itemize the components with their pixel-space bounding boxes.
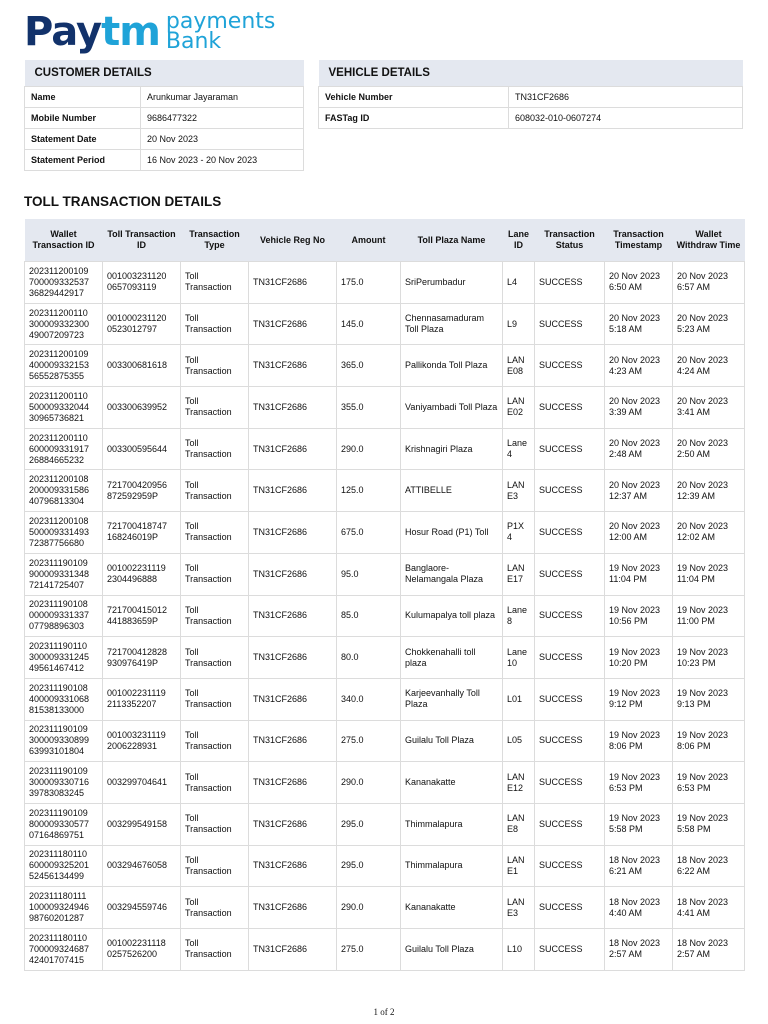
paytm-wordmark: Paytm — [24, 9, 160, 55]
lane-id: LAN E02 — [503, 387, 535, 429]
lane-id: L10 — [503, 929, 535, 971]
paytm-payments-bank-logo — [24, 10, 275, 54]
transaction-timestamp: 20 Nov 2023 12:00 AM — [605, 512, 673, 554]
wallet-transaction-id: 202311190109 300009330716 39783083245 — [25, 762, 103, 804]
customer-row-mobile — [25, 108, 304, 129]
wallet-transaction-id: 202311200110 500009332044 30965736821 — [25, 387, 103, 429]
wallet-transaction-id: 202311200108 500009331493 72387756680 — [25, 512, 103, 554]
amount: 290.0 — [337, 762, 401, 804]
transaction-timestamp: 20 Nov 2023 3:39 AM — [605, 387, 673, 429]
transaction-type: Toll Transaction — [181, 303, 249, 345]
field-label: Statement Date — [25, 129, 141, 150]
toll-plaza-name: Chokkenahalli toll plaza — [401, 637, 503, 679]
amount: 365.0 — [337, 345, 401, 387]
lane-id: L01 — [503, 678, 535, 720]
column-header: Transaction Status — [535, 219, 605, 262]
wallet-transaction-id: 202311190109 800009330577 07164869751 — [25, 803, 103, 845]
transaction-timestamp: 18 Nov 2023 6:21 AM — [605, 845, 673, 887]
table-row — [25, 512, 745, 554]
wallet-transaction-id: 202311200109 400009332153 56552875355 — [25, 345, 103, 387]
column-header: Vehicle Reg No — [249, 219, 337, 262]
toll-transaction-id: 003300681618 — [103, 345, 181, 387]
transaction-type: Toll Transaction — [181, 720, 249, 762]
table-row — [25, 637, 745, 679]
wallet-withdraw-time: 18 Nov 2023 6:22 AM — [673, 845, 745, 887]
lane-id: Lane 8 — [503, 595, 535, 637]
amount: 355.0 — [337, 387, 401, 429]
toll-transaction-id: 003300595644 — [103, 428, 181, 470]
vehicle-number: TN31CF2686 — [509, 87, 743, 108]
field-label: Statement Period — [25, 150, 141, 171]
payments-bank-text: payments Bank — [165, 9, 276, 54]
lane-id: Lane 4 — [503, 428, 535, 470]
table-row — [25, 345, 745, 387]
transaction-timestamp: 18 Nov 2023 2:57 AM — [605, 929, 673, 971]
field-label: Name — [25, 87, 141, 108]
amount: 295.0 — [337, 845, 401, 887]
wallet-transaction-id: 202311200110 600009331917 26884665232 — [25, 428, 103, 470]
amount: 80.0 — [337, 637, 401, 679]
wallet-transaction-id: 202311200110 300009332300 49007209723 — [25, 303, 103, 345]
transaction-timestamp: 19 Nov 2023 6:53 PM — [605, 762, 673, 804]
table-row — [25, 887, 745, 929]
transaction-type: Toll Transaction — [181, 887, 249, 929]
vehicle-reg-no: TN31CF2686 — [249, 470, 337, 512]
transaction-timestamp: 20 Nov 2023 2:48 AM — [605, 428, 673, 470]
amount: 95.0 — [337, 553, 401, 595]
vehicle-reg-no: TN31CF2686 — [249, 303, 337, 345]
table-row — [25, 762, 745, 804]
field-label: Vehicle Number — [319, 87, 509, 108]
toll-transaction-id: 721700415012 441883659P — [103, 595, 181, 637]
toll-transaction-id: 003294676058 — [103, 845, 181, 887]
table-row — [25, 262, 745, 304]
transaction-status: SUCCESS — [535, 512, 605, 554]
customer-row-name — [25, 87, 304, 108]
transaction-type: Toll Transaction — [181, 595, 249, 637]
transaction-timestamp: 19 Nov 2023 11:04 PM — [605, 553, 673, 595]
statement-date: 20 Nov 2023 — [141, 129, 304, 150]
lane-id: L9 — [503, 303, 535, 345]
toll-transaction-title: TOLL TRANSACTION DETAILS — [24, 194, 222, 209]
transaction-type: Toll Transaction — [181, 553, 249, 595]
transaction-timestamp: 20 Nov 2023 5:18 AM — [605, 303, 673, 345]
table-row — [25, 303, 745, 345]
toll-plaza-name: Hosur Road (P1) Toll — [401, 512, 503, 554]
transaction-status: SUCCESS — [535, 929, 605, 971]
amount: 340.0 — [337, 678, 401, 720]
wallet-withdraw-time: 20 Nov 2023 3:41 AM — [673, 387, 745, 429]
toll-plaza-name: Kananakatte — [401, 762, 503, 804]
vehicle-details-heading: VEHICLE DETAILS — [319, 60, 743, 87]
table-header-row — [25, 219, 745, 262]
amount: 145.0 — [337, 303, 401, 345]
page-number: 1 of 2 — [373, 1007, 395, 1017]
transaction-status: SUCCESS — [535, 387, 605, 429]
statement-period: 16 Nov 2023 - 20 Nov 2023 — [141, 150, 304, 171]
wallet-withdraw-time: 20 Nov 2023 12:39 AM — [673, 470, 745, 512]
transactions-body — [25, 262, 745, 971]
transaction-type: Toll Transaction — [181, 428, 249, 470]
vehicle-reg-no: TN31CF2686 — [249, 929, 337, 971]
column-header: Wallet Transaction ID — [25, 219, 103, 262]
vehicle-reg-no: TN31CF2686 — [249, 720, 337, 762]
vehicle-reg-no: TN31CF2686 — [249, 595, 337, 637]
lane-id: LAN E12 — [503, 762, 535, 804]
vehicle-reg-no: TN31CF2686 — [249, 637, 337, 679]
table-row — [25, 595, 745, 637]
transaction-status: SUCCESS — [535, 803, 605, 845]
customer-name: Arunkumar Jayaraman — [141, 87, 304, 108]
toll-transaction-id: 001003231120 0657093119 — [103, 262, 181, 304]
transaction-type: Toll Transaction — [181, 512, 249, 554]
vehicle-reg-no: TN31CF2686 — [249, 262, 337, 304]
transaction-type: Toll Transaction — [181, 345, 249, 387]
lane-id: LAN E08 — [503, 345, 535, 387]
transaction-timestamp: 20 Nov 2023 12:37 AM — [605, 470, 673, 512]
wallet-withdraw-time: 19 Nov 2023 11:00 PM — [673, 595, 745, 637]
customer-details-heading: CUSTOMER DETAILS — [25, 60, 304, 87]
table-row — [25, 929, 745, 971]
field-label: Mobile Number — [25, 108, 141, 129]
transaction-type: Toll Transaction — [181, 678, 249, 720]
wallet-withdraw-time: 19 Nov 2023 11:04 PM — [673, 553, 745, 595]
toll-transaction-id: 721700420956 872592959P — [103, 470, 181, 512]
transaction-status: SUCCESS — [535, 262, 605, 304]
transaction-status: SUCCESS — [535, 720, 605, 762]
transaction-timestamp: 19 Nov 2023 5:58 PM — [605, 803, 673, 845]
toll-plaza-name: ATTIBELLE — [401, 470, 503, 512]
toll-plaza-name: Pallikonda Toll Plaza — [401, 345, 503, 387]
vehicle-reg-no: TN31CF2686 — [249, 387, 337, 429]
toll-plaza-name: Banglaore-Nelamangala Plaza — [401, 553, 503, 595]
wallet-transaction-id: 202311200109 700009332537 36829442917 — [25, 262, 103, 304]
column-header: Toll Plaza Name — [401, 219, 503, 262]
column-header: Lane ID — [503, 219, 535, 262]
toll-plaza-name: Chennasamaduram Toll Plaza — [401, 303, 503, 345]
column-header: Transaction Type — [181, 219, 249, 262]
wallet-withdraw-time: 19 Nov 2023 9:13 PM — [673, 678, 745, 720]
toll-transaction-id: 003299704641 — [103, 762, 181, 804]
wallet-withdraw-time: 20 Nov 2023 4:24 AM — [673, 345, 745, 387]
table-row — [25, 387, 745, 429]
vehicle-row-fastag — [319, 108, 743, 129]
wallet-withdraw-time: 19 Nov 2023 10:23 PM — [673, 637, 745, 679]
table-row — [25, 678, 745, 720]
mobile-number: 9686477322 — [141, 108, 304, 129]
toll-transaction-id: 001002231119 2113352207 — [103, 678, 181, 720]
toll-transaction-id: 003300639952 — [103, 387, 181, 429]
table-row — [25, 553, 745, 595]
wallet-withdraw-time: 20 Nov 2023 12:02 AM — [673, 512, 745, 554]
amount: 290.0 — [337, 428, 401, 470]
vehicle-reg-no: TN31CF2686 — [249, 887, 337, 929]
wallet-transaction-id: 202311180111 100009324946 98760201287 — [25, 887, 103, 929]
transaction-type: Toll Transaction — [181, 762, 249, 804]
wallet-transaction-id: 202311190108 000009331337 07798896303 — [25, 595, 103, 637]
table-row — [25, 428, 745, 470]
table-row — [25, 470, 745, 512]
toll-plaza-name: Kananakatte — [401, 887, 503, 929]
wallet-transaction-id: 202311190109 300009330899 63993101804 — [25, 720, 103, 762]
toll-plaza-name: Guilalu Toll Plaza — [401, 720, 503, 762]
column-header: Amount — [337, 219, 401, 262]
wallet-withdraw-time: 19 Nov 2023 6:53 PM — [673, 762, 745, 804]
wallet-withdraw-time: 19 Nov 2023 8:06 PM — [673, 720, 745, 762]
lane-id: L05 — [503, 720, 535, 762]
vehicle-reg-no: TN31CF2686 — [249, 345, 337, 387]
transaction-timestamp: 19 Nov 2023 10:20 PM — [605, 637, 673, 679]
toll-transaction-id: 721700412828 930976419P — [103, 637, 181, 679]
customer-row-statement-date — [25, 129, 304, 150]
transaction-timestamp: 19 Nov 2023 8:06 PM — [605, 720, 673, 762]
fastag-id: 608032-010-0607274 — [509, 108, 743, 129]
toll-transaction-id: 003294559746 — [103, 887, 181, 929]
wallet-transaction-id: 202311190110 300009331245 49561467412 — [25, 637, 103, 679]
lane-id: LAN E1 — [503, 845, 535, 887]
lane-id: Lane 10 — [503, 637, 535, 679]
wallet-transaction-id: 202311190109 900009331348 72141725407 — [25, 553, 103, 595]
transaction-status: SUCCESS — [535, 303, 605, 345]
transaction-type: Toll Transaction — [181, 929, 249, 971]
lane-id: L4 — [503, 262, 535, 304]
transaction-status: SUCCESS — [535, 678, 605, 720]
toll-plaza-name: Vaniyambadi Toll Plaza — [401, 387, 503, 429]
toll-transactions-table — [24, 219, 745, 971]
wallet-transaction-id: 202311180110 600009325201 52456134499 — [25, 845, 103, 887]
wallet-withdraw-time: 20 Nov 2023 2:50 AM — [673, 428, 745, 470]
column-header: Transaction Timestamp — [605, 219, 673, 262]
transaction-status: SUCCESS — [535, 345, 605, 387]
transaction-status: SUCCESS — [535, 887, 605, 929]
toll-transaction-id: 001003231119 2006228931 — [103, 720, 181, 762]
wallet-transaction-id: 202311190108 400009331068 81538133000 — [25, 678, 103, 720]
toll-plaza-name: Krishnagiri Plaza — [401, 428, 503, 470]
amount: 125.0 — [337, 470, 401, 512]
toll-transaction-id: 001000231120 0523012797 — [103, 303, 181, 345]
transaction-status: SUCCESS — [535, 845, 605, 887]
amount: 295.0 — [337, 803, 401, 845]
customer-details-table — [24, 60, 304, 171]
transaction-status: SUCCESS — [535, 637, 605, 679]
transaction-type: Toll Transaction — [181, 262, 249, 304]
vehicle-reg-no: TN31CF2686 — [249, 428, 337, 470]
vehicle-reg-no: TN31CF2686 — [249, 803, 337, 845]
table-row — [25, 845, 745, 887]
toll-plaza-name: Kulumapalya toll plaza — [401, 595, 503, 637]
column-header: Toll Transaction ID — [103, 219, 181, 262]
field-label: FASTag ID — [319, 108, 509, 129]
wallet-withdraw-time: 20 Nov 2023 5:23 AM — [673, 303, 745, 345]
transaction-timestamp: 19 Nov 2023 9:12 PM — [605, 678, 673, 720]
transaction-timestamp: 20 Nov 2023 6:50 AM — [605, 262, 673, 304]
toll-plaza-name: Karjeevanhally Toll Plaza — [401, 678, 503, 720]
amount: 275.0 — [337, 720, 401, 762]
toll-plaza-name: Thimmalapura — [401, 803, 503, 845]
toll-transaction-id: 001002231119 2304496888 — [103, 553, 181, 595]
transaction-status: SUCCESS — [535, 762, 605, 804]
wallet-withdraw-time: 20 Nov 2023 6:57 AM — [673, 262, 745, 304]
transaction-type: Toll Transaction — [181, 387, 249, 429]
amount: 85.0 — [337, 595, 401, 637]
lane-id: LAN E8 — [503, 803, 535, 845]
vehicle-reg-no: TN31CF2686 — [249, 845, 337, 887]
lane-id: P1X 4 — [503, 512, 535, 554]
lane-id: LAN E3 — [503, 470, 535, 512]
wallet-withdraw-time: 19 Nov 2023 5:58 PM — [673, 803, 745, 845]
column-header: Wallet Withdraw Time — [673, 219, 745, 262]
toll-transaction-id: 001002231118 0257526200 — [103, 929, 181, 971]
amount: 675.0 — [337, 512, 401, 554]
toll-plaza-name: Guilalu Toll Plaza — [401, 929, 503, 971]
vehicle-row-number — [319, 87, 743, 108]
amount: 175.0 — [337, 262, 401, 304]
transaction-timestamp: 20 Nov 2023 4:23 AM — [605, 345, 673, 387]
wallet-withdraw-time: 18 Nov 2023 2:57 AM — [673, 929, 745, 971]
wallet-transaction-id: 202311200108 200009331586 40796813304 — [25, 470, 103, 512]
transaction-type: Toll Transaction — [181, 845, 249, 887]
toll-transaction-id: 721700418747 168246019P — [103, 512, 181, 554]
lane-id: LAN E17 — [503, 553, 535, 595]
toll-transaction-id: 003299549158 — [103, 803, 181, 845]
wallet-transaction-id: 202311180110 700009324687 42401707415 — [25, 929, 103, 971]
vehicle-details-table — [318, 60, 743, 129]
transaction-status: SUCCESS — [535, 428, 605, 470]
vehicle-reg-no: TN31CF2686 — [249, 553, 337, 595]
transaction-timestamp: 18 Nov 2023 4:40 AM — [605, 887, 673, 929]
toll-plaza-name: Thimmalapura — [401, 845, 503, 887]
transaction-status: SUCCESS — [535, 553, 605, 595]
transaction-status: SUCCESS — [535, 470, 605, 512]
vehicle-reg-no: TN31CF2686 — [249, 512, 337, 554]
vehicle-reg-no: TN31CF2686 — [249, 678, 337, 720]
wallet-withdraw-time: 18 Nov 2023 4:41 AM — [673, 887, 745, 929]
transaction-timestamp: 19 Nov 2023 10:56 PM — [605, 595, 673, 637]
table-row — [25, 803, 745, 845]
lane-id: LAN E3 — [503, 887, 535, 929]
toll-plaza-name: SriPerumbadur — [401, 262, 503, 304]
table-row — [25, 720, 745, 762]
customer-row-statement-period — [25, 150, 304, 171]
transaction-type: Toll Transaction — [181, 637, 249, 679]
transaction-type: Toll Transaction — [181, 470, 249, 512]
amount: 290.0 — [337, 887, 401, 929]
transaction-type: Toll Transaction — [181, 803, 249, 845]
vehicle-reg-no: TN31CF2686 — [249, 762, 337, 804]
transaction-status: SUCCESS — [535, 595, 605, 637]
amount: 275.0 — [337, 929, 401, 971]
